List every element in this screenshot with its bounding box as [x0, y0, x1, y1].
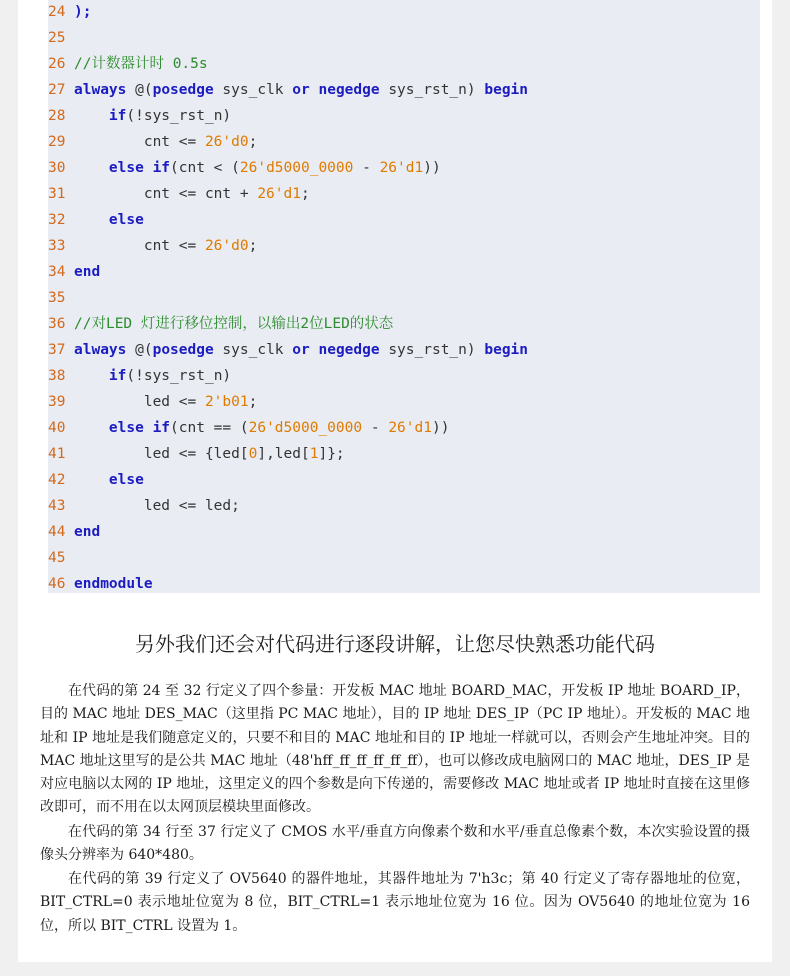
code-keyword: else [108, 472, 144, 488]
code-line [48, 286, 74, 310]
line-number: 24 [48, 4, 66, 20]
code-comment: //对LED 灯进行移位控制，以输出2位LED的状态 [74, 316, 394, 332]
code-keyword: or [292, 342, 310, 358]
line-number: 34 [48, 264, 66, 280]
line-number: 35 [48, 290, 66, 306]
paragraph-1: 在代码的第 24 至 32 行定义了四个参量：开发板 MAC 地址 BOARD_MAC，开发板 IP 地址 BOARD_IP，目的 MAC 地址 DES_MAC（这里指 PC MAC 地址），目的 IP 地址 DES_IP（PC IP 地址）。开发板的 MAC 地址和 IP 地址是我们随意定义的，只要不和目的 MAC 地址和目的 IP 地址一样就可以，否则会产生地址冲突。目的 MAC 地址这里写的是公共 MAC 地址（48'hff_ff_ff_ff_ff_ff），也可以修改成电脑网口的 MAC 地址，DES_IP 是对应电脑以太网的 IP 地址，这里定义的四个参数是向下传递的，需要修改 MAC 地址或者 IP 地址时直接在这里修改即可，而不用在以太网顶层模块里面修改。 [40, 683, 750, 816]
code-keyword: begin [484, 82, 529, 98]
code-keyword: begin [484, 342, 529, 358]
code-keyword: always [74, 342, 127, 358]
line-number: 26 [48, 56, 66, 72]
code-literal: 0 [248, 446, 258, 462]
code-text: @( [126, 82, 153, 98]
code-literal: 26'd5000_0000 [248, 420, 363, 436]
code-text: (cnt == ( [170, 420, 249, 436]
code-line [48, 78, 528, 102]
code-text: - [362, 420, 389, 436]
code-text: ],led[ [257, 446, 310, 462]
code-text: sys_rst_n) [379, 342, 485, 358]
code-text: ; [248, 394, 258, 410]
code-keyword: if [108, 368, 127, 384]
code-text: cnt <= [74, 238, 205, 254]
paragraph-2: 在代码的第 34 行至 37 行定义了 CMOS 水平/垂直方向像素个数和水平/垂直总像素个数，本次实验设置的摄像头分辨率为 640*480。 [40, 824, 750, 864]
code-line [48, 104, 231, 128]
code-text: - [353, 160, 380, 176]
paragraph-3: 在代码的第 39 行定义了 OV5640 的器件地址，其器件地址为 7'h3c；第 40 行定义了寄存器地址的位宽，BIT_CTRL=0 表示地址位宽为 8 位，BIT_CTRL=1 表示地址位宽为 16 位。因为 OV5640 的地址位宽为 16 位，所以 BIT_CTRL 设置为 1。 [40, 871, 750, 934]
code-literal: 26'd5000_0000 [239, 160, 354, 176]
code-text: sys_rst_n) [379, 82, 485, 98]
code-text: led <= [74, 394, 205, 410]
code-text [74, 472, 109, 488]
code-literal: 1 [309, 446, 319, 462]
code-text: ; [248, 134, 258, 150]
code-keyword: negedge [318, 342, 380, 358]
code-line [48, 442, 345, 466]
line-number: 38 [48, 368, 66, 384]
code-literal: 26'd0 [204, 238, 249, 254]
line-number: 25 [48, 30, 66, 46]
code-text [74, 368, 109, 384]
code-keyword: or [292, 82, 310, 98]
code-text [74, 160, 109, 176]
code-line [48, 468, 144, 492]
line-number: 42 [48, 472, 66, 488]
code-text: led <= {led[ [74, 446, 249, 462]
code-line [48, 312, 393, 336]
line-number: 33 [48, 238, 66, 254]
line-number: 39 [48, 394, 66, 410]
code-text: ; [300, 186, 310, 202]
line-number: 40 [48, 420, 66, 436]
code-text: )) [431, 420, 450, 436]
code-line [48, 156, 441, 180]
code-keyword: negedge [318, 82, 380, 98]
code-keyword: posedge [152, 82, 214, 98]
line-number: 43 [48, 498, 66, 514]
code-text: ]}; [318, 446, 345, 462]
line-number: 32 [48, 212, 66, 228]
code-text: cnt <= cnt + [74, 186, 258, 202]
code-line [48, 520, 100, 544]
code-keyword: else if [108, 160, 171, 176]
code-text: sys_clk [213, 82, 293, 98]
code-line [48, 260, 100, 284]
code-keyword: if [108, 108, 127, 124]
code-line [48, 364, 231, 388]
code-text [74, 212, 109, 228]
code-line [48, 182, 310, 206]
code-line [48, 390, 257, 414]
code-text: (!sys_rst_n) [126, 368, 232, 384]
line-number: 41 [48, 446, 66, 462]
line-number: 31 [48, 186, 66, 202]
code-line [48, 546, 74, 570]
content-card [18, 0, 772, 962]
code-keyword: endmodule [74, 576, 153, 592]
code-literal: 2'b01 [204, 394, 249, 410]
line-number: 27 [48, 82, 66, 98]
section-heading: 另外我们还会对代码进行逐段讲解，让您尽快熟悉功能代码 [135, 632, 655, 656]
code-text: (cnt < ( [170, 160, 240, 176]
code-text: )) [423, 160, 441, 176]
line-number: 46 [48, 576, 66, 592]
code-keyword: posedge [152, 342, 214, 358]
code-line [48, 130, 257, 154]
code-literal: 26'd1 [379, 160, 424, 176]
code-line [48, 416, 449, 440]
code-comment: //计数器计时 0.5s [74, 56, 208, 72]
code-text [74, 420, 109, 436]
code-keyword: always [74, 82, 127, 98]
line-number: 44 [48, 524, 66, 540]
code-text: sys_clk [213, 342, 293, 358]
line-number: 29 [48, 134, 66, 150]
code-line [48, 494, 240, 518]
code-keyword: end [74, 264, 101, 280]
code-literal: 26'd1 [257, 186, 301, 202]
code-text: led <= led; [74, 498, 240, 514]
code-keyword: ); [74, 4, 92, 20]
code-keyword: else if [108, 420, 171, 436]
code-line [48, 572, 153, 596]
code-text: ; [248, 238, 258, 254]
code-line [48, 338, 528, 362]
code-literal: 26'd0 [204, 134, 249, 150]
code-text: cnt <= [74, 134, 205, 150]
code-literal: 26'd1 [388, 420, 432, 436]
code-line [48, 0, 91, 24]
line-number: 36 [48, 316, 66, 332]
line-number: 30 [48, 160, 66, 176]
code-line [48, 52, 208, 76]
code-text: @( [126, 342, 153, 358]
code-line [48, 234, 257, 258]
line-number: 45 [48, 550, 66, 566]
code-block [48, 0, 760, 593]
code-keyword: end [74, 524, 101, 540]
line-number: 37 [48, 342, 66, 358]
code-keyword: else [108, 212, 144, 228]
code-text [74, 108, 109, 124]
code-text: (!sys_rst_n) [126, 108, 232, 124]
line-number: 28 [48, 108, 66, 124]
code-line [48, 208, 144, 232]
code-line [48, 26, 74, 50]
